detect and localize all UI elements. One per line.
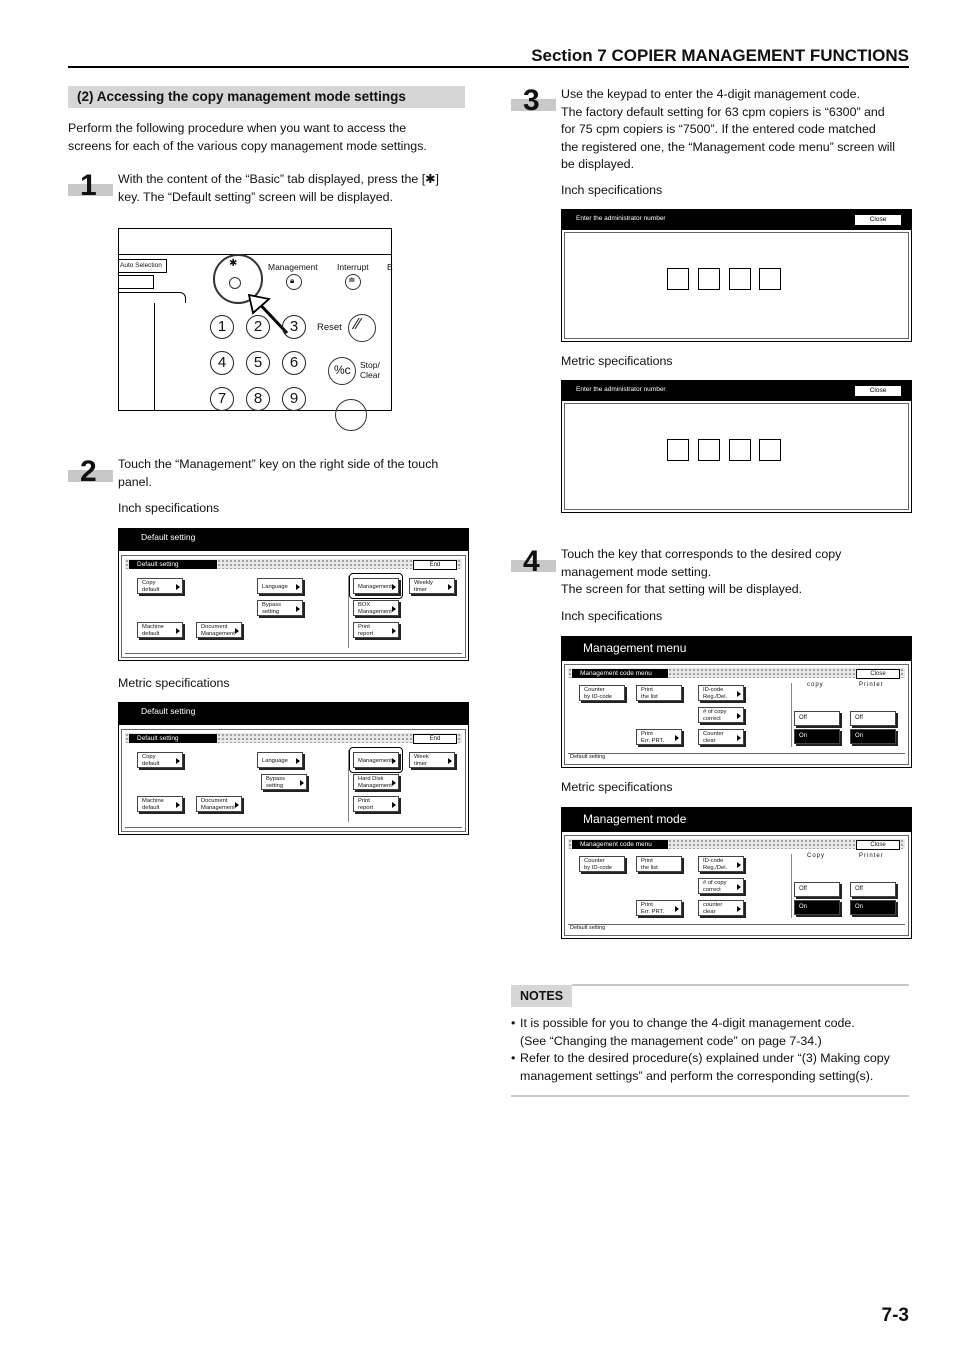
step4-line: management mode setting.	[561, 564, 712, 579]
management-label: Management	[268, 262, 318, 272]
interrupt-label: Interrupt	[337, 262, 369, 272]
step3-line: the registered one, the “Management code menu” screen will	[561, 139, 896, 154]
box-management-key[interactable]: BOX Management	[353, 600, 399, 616]
interrupt-key[interactable]	[345, 274, 361, 290]
digit-key-4[interactable]: 4	[210, 351, 234, 375]
control-panel-illustration: Auto Selection ✱ Management 🔒︎ Interrupt ≐ E 1 2 3 4 5 6 7 8 9 Reset ∕∕ %c Stop/ Clear	[118, 228, 392, 411]
printer-column-label: Printer	[859, 682, 884, 688]
language-key[interactable]: Language	[257, 578, 303, 594]
digit-key-8[interactable]: 8	[246, 387, 270, 411]
counter-clear-key[interactable]: Counter clear	[698, 729, 744, 745]
panel-slot	[119, 275, 154, 289]
counter-clear-key[interactable]: counter clear	[698, 900, 744, 916]
print-err-prt-key[interactable]: Print Err. PRT.	[636, 900, 682, 916]
copy-column-label: Copy	[807, 853, 826, 859]
default-setting-screen-inch	[118, 528, 469, 661]
screen-bar-label: Management code menu	[572, 669, 668, 678]
close-button[interactable]: Close	[856, 669, 900, 679]
copy-column-label: copy	[807, 682, 824, 688]
digit-key-9[interactable]: 9	[282, 387, 306, 411]
close-button[interactable]: Close	[854, 214, 902, 226]
inch-spec-label: Inch specifications	[561, 183, 663, 197]
screen-bar-label: Default setting	[129, 734, 217, 743]
printer-off-toggle[interactable]: Off	[850, 882, 896, 897]
notes-list	[511, 1015, 890, 1085]
copy-on-toggle[interactable]: On	[794, 729, 840, 744]
screen-bar-label: Enter the administrator number	[576, 386, 666, 393]
counter-by-id-code-key[interactable]: Counter by ID-code	[579, 685, 625, 701]
bypass-setting-key[interactable]: Bypass setting	[261, 774, 307, 790]
interrupt-icon: ≐	[348, 275, 356, 285]
step2-line: Touch the “Management” key on the right side of the touch	[118, 457, 439, 471]
intro-paragraph	[68, 120, 427, 155]
admin-number-screen-inch	[561, 209, 912, 342]
printer-column-label: Printer	[859, 853, 884, 859]
digit-key-6[interactable]: 6	[282, 351, 306, 375]
week-timer-key[interactable]: Week timer	[409, 752, 455, 768]
digit-box	[759, 439, 781, 461]
copy-count-correct-key[interactable]: # of copy correct	[698, 707, 744, 723]
subsection-heading: (2) Accessing the copy management mode settings	[68, 86, 465, 108]
screen-bar-label: Default setting	[129, 560, 217, 569]
step3-line: The factory default setting for 63 cpm copiers is “6300” and	[561, 104, 885, 119]
step4-text	[561, 546, 841, 599]
section-title: Section 7 COPIER MANAGEMENT FUNCTIONS	[531, 46, 909, 65]
language-key[interactable]: Language	[257, 752, 303, 768]
note-item: • It is possible for you to change the 4-digit management code. (See “Changing the management code” on page 7-34.)	[511, 1016, 855, 1048]
start-key[interactable]	[335, 399, 367, 431]
header-rule	[68, 66, 909, 68]
touch-panel	[564, 835, 909, 936]
copy-default-key[interactable]: Copy default	[137, 578, 183, 594]
step-number: 2	[80, 455, 97, 488]
step-number: 3	[523, 84, 540, 117]
digit-key-7[interactable]: 7	[210, 387, 234, 411]
id-code-reg-del-key[interactable]: ID-code Reg./Del.	[698, 856, 744, 872]
step3-line: for 75 cpm copiers is “7500”. If the entered code matched	[561, 122, 876, 137]
screen-footer: Default setting	[568, 753, 905, 761]
printer-on-toggle[interactable]: On	[850, 729, 896, 744]
copy-off-toggle[interactable]: Off	[794, 711, 840, 726]
touch-panel	[121, 555, 466, 658]
step2-line: panel.	[118, 474, 152, 489]
management-highlight	[349, 747, 403, 773]
notes-bottom-rule	[511, 1095, 909, 1097]
machine-default-key[interactable]: Machine default	[137, 796, 183, 812]
notes-label: NOTES	[511, 985, 572, 1007]
copy-off-toggle[interactable]: Off	[794, 882, 840, 897]
close-button[interactable]: Close	[854, 385, 902, 397]
page-number: 7-3	[881, 1305, 909, 1326]
percent-c-icon: %c	[334, 363, 351, 377]
star-key[interactable]	[229, 277, 241, 289]
copy-on-toggle[interactable]: On	[794, 900, 840, 915]
screen-title: Management mode	[583, 812, 687, 826]
counter-by-id-code-key[interactable]: Counter by ID-code	[579, 856, 625, 872]
print-err-prt-key[interactable]: Print Err. PRT.	[636, 729, 682, 745]
touch-panel	[121, 729, 466, 832]
digit-box	[759, 268, 781, 290]
step4-line: The screen for that setting will be displayed.	[561, 582, 803, 597]
star-key-label: ✱	[229, 258, 238, 269]
reset-key[interactable]	[348, 314, 376, 342]
bypass-setting-key[interactable]: Bypass setting	[257, 600, 303, 616]
print-report-key[interactable]: Print report	[353, 622, 399, 638]
digit-key-1[interactable]: 1	[210, 315, 234, 339]
screen-footer: Default setting	[568, 924, 905, 932]
document-management-key[interactable]: Document Management	[196, 796, 242, 812]
digit-key-2[interactable]: 2	[246, 315, 270, 339]
inch-spec-label: Inch specifications	[118, 501, 220, 515]
step4-line: Touch the key that corresponds to the desired copy	[561, 547, 842, 561]
step2-text	[118, 456, 438, 491]
screen-title: Default setting	[141, 706, 196, 716]
print-the-list-key[interactable]: Print the list	[636, 856, 682, 872]
id-code-reg-del-key[interactable]: ID-code Reg./Del.	[698, 685, 744, 701]
stop-clear-key[interactable]	[328, 357, 356, 385]
auto-selection-key[interactable]: Auto Selection	[119, 259, 167, 273]
digit-key-3[interactable]: 3	[282, 315, 306, 339]
notes-top-rule	[572, 984, 909, 986]
print-the-list-key[interactable]: Print the list	[636, 685, 682, 701]
management-key[interactable]: Management	[353, 578, 399, 594]
digit-box	[667, 439, 689, 461]
lock-icon: 🔒︎	[290, 276, 295, 285]
close-button[interactable]: Close	[856, 840, 900, 850]
screen-bar-label: Management code menu	[572, 840, 668, 849]
step1-text	[118, 171, 439, 206]
step1-line: With the content of the “Basic” tab displayed, press the [✱]	[118, 172, 439, 186]
digit-box	[698, 268, 720, 290]
print-report-key[interactable]: Print report	[353, 796, 399, 812]
note-item: • Refer to the desired procedure(s) explained under “(3) Making copy management settings” and perform the corresponding setting(s).	[511, 1051, 890, 1083]
screen-title: Default setting	[141, 532, 196, 542]
stop-clear-label: Stop/ Clear	[360, 360, 381, 380]
admin-number-screen-metric	[561, 380, 912, 513]
copy-count-correct-key[interactable]: # of copy correct	[698, 878, 744, 894]
intro-line: screens for each of the various copy management mode settings.	[68, 138, 427, 153]
printer-off-toggle[interactable]: Off	[850, 711, 896, 726]
copy-default-key[interactable]: Copy default	[137, 752, 183, 768]
digit-box	[729, 268, 751, 290]
document-management-key[interactable]: Document Management	[196, 622, 242, 638]
digit-box	[667, 268, 689, 290]
screen-title: Management menu	[583, 641, 687, 655]
metric-spec-label: Metric specifications	[561, 780, 673, 794]
machine-default-key[interactable]: Machine default	[137, 622, 183, 638]
step3-line: Use the keypad to enter the 4-digit management code.	[561, 87, 860, 101]
end-button[interactable]: End	[413, 734, 457, 744]
management-highlight	[349, 573, 403, 599]
management-key[interactable]	[286, 274, 302, 290]
digit-key-5[interactable]: 5	[246, 351, 270, 375]
step-number: 1	[80, 169, 97, 202]
panel-edge	[119, 292, 186, 303]
step3-text	[561, 86, 895, 174]
reset-icon: ∕∕	[355, 316, 361, 333]
step1-line: key. The “Default setting” screen will be displayed.	[118, 189, 394, 204]
hard-disk-management-key[interactable]: Hard Disk Management	[353, 774, 399, 790]
metric-spec-label: Metric specifications	[118, 676, 230, 690]
management-menu-screen-inch	[561, 636, 912, 768]
digit-box	[698, 439, 720, 461]
weekly-timer-key[interactable]: Weekly timer	[409, 578, 455, 594]
metric-spec-label: Metric specifications	[561, 354, 673, 368]
panel-divider	[154, 303, 155, 410]
end-button[interactable]: End	[413, 560, 457, 570]
reset-label: Reset	[317, 322, 342, 333]
step3-line: be displayed.	[561, 157, 635, 172]
screen-bar-label: Enter the administrator number	[576, 215, 666, 222]
step-number: 4	[523, 545, 540, 578]
default-setting-screen-metric	[118, 702, 469, 835]
intro-line: Perform the following procedure when you want to access the	[68, 121, 407, 135]
management-key[interactable]: Management	[353, 752, 399, 768]
printer-on-toggle[interactable]: On	[850, 900, 896, 915]
management-mode-screen-metric	[561, 807, 912, 939]
touch-panel	[564, 664, 909, 765]
inch-spec-label: Inch specifications	[561, 609, 663, 623]
digit-box	[729, 439, 751, 461]
